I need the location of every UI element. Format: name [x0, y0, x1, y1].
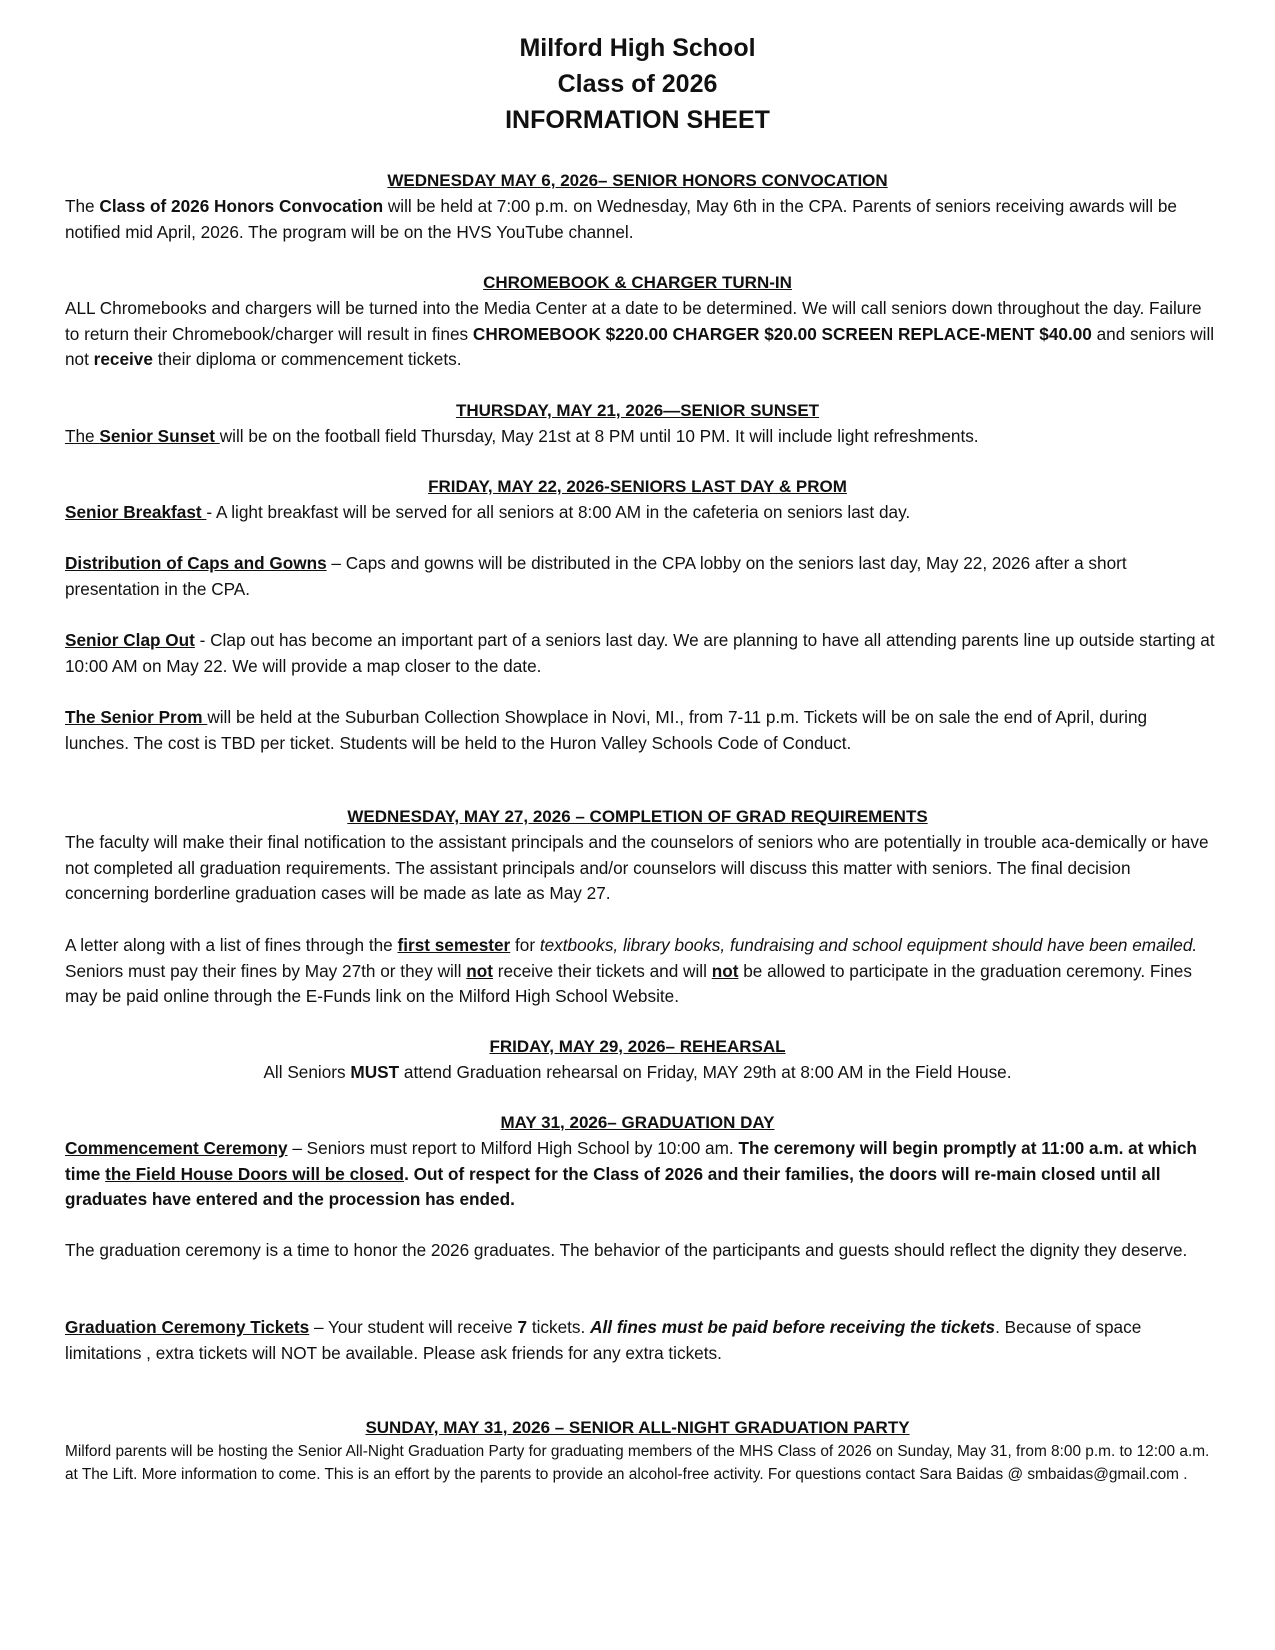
fines-paragraph: A letter along with a list of fines through the first semester for textbooks, library books, fundraising and school equipment should have been emailed. Seniors must pay their fines by May 27th or they will not receive their tickets and will not be allowed to participate in the graduation ceremony. Fines may be paid online through the E-Funds link on the Milford High School Website.	[65, 935, 1198, 1006]
ceremony-behavior-paragraph: The graduation ceremony is a time to honor the 2026 graduates. The behavior of the participants and guests should reflect the dignity they deserve.	[65, 1240, 1188, 1260]
rehearsal-paragraph: All Seniors MUST attend Graduation rehearsal on Friday, MAY 29th at 8:00 AM in the Field House.	[263, 1062, 1012, 1082]
class-year: Class of 2026	[557, 70, 718, 98]
last-day-prom-heading: FRIDAY, MAY 22, 2026-SENIORS LAST DAY & PROM	[428, 477, 847, 496]
grad-requirements-heading: WEDNESDAY, MAY 27, 2026 – COMPLETION OF GRAD REQUIREMENTS	[347, 807, 928, 826]
all-night-party-heading: SUNDAY, MAY 31, 2026 – SENIOR ALL-NIGHT GRADUATION PARTY	[365, 1418, 910, 1437]
grad-requirements-paragraph: The faculty will make their final notification to the assistant principals and the counselors of seniors who are potentially in trouble aca-demically or have not completed all graduation requirements. The assistant principals and/or counselors will discuss this matter with seniors. The final decision concerning borderline graduation cases will be made as late as May 27.	[65, 832, 1209, 903]
chromebook-paragraph: ALL Chromebooks and chargers will be turned into the Media Center at a date to be determined. We will call seniors down throughout the day. Failure to return their Chromebook/charger will result in fines CHROMEBOOK $220.00 CHARGER $20.00 SCREEN REPLACE-MENT $40.00 and seniors will not receive their diploma or commencement tickets.	[65, 298, 1215, 369]
all-night-party-paragraph: Milford parents will be hosting the Senior All-Night Graduation Party for graduating members of the MHS Class of 2026 on Sunday, May 31, from 8:00 p.m. to 12:00 a.m. at The Lift. More information to come. This is an effort by the parents to provide an alcohol-free activity. For questions contact Sara Baidas @ smbaidas@gmail.com .	[65, 1443, 1210, 1483]
honors-convocation-paragraph: The Class of 2026 Honors Convocation will be held at 7:00 p.m. on Wednesday, May 6th in the CPA. Parents of seniors receiving awards will be notified mid April, 2026. The program will be on the HVS YouTube channel.	[65, 196, 1177, 242]
honors-convocation-heading: WEDNESDAY MAY 6, 2026– SENIOR HONORS CONVOCATION	[387, 171, 888, 190]
clap-out-paragraph: Senior Clap Out - Clap out has become an important part of a seniors last day. We are planning to have all attending parents line up outside starting at 10:00 AM on May 22. We will provide a map closer to the date.	[65, 630, 1215, 676]
rehearsal-heading: FRIDAY, MAY 29, 2026– REHEARSAL	[489, 1037, 786, 1056]
senior-breakfast-paragraph: Senior Breakfast - A light breakfast will be served for all seniors at 8:00 AM in the cafeteria on seniors last day.	[65, 502, 911, 522]
caps-gowns-paragraph: Distribution of Caps and Gowns – Caps and gowns will be distributed in the CPA lobby on the seniors last day, May 22, 2026 after a short presentation in the CPA.	[65, 553, 1127, 599]
sheet-title: INFORMATION SHEET	[505, 106, 770, 134]
graduation-day-heading: MAY 31, 2026– GRADUATION DAY	[500, 1113, 775, 1132]
tickets-paragraph: Graduation Ceremony Tickets – Your student will receive 7 tickets. All fines must be paid before receiving the tickets. Because of space limitations , extra tickets will NOT be available. Please ask friends for any extra tickets.	[65, 1317, 1142, 1363]
senior-sunset-heading: THURSDAY, MAY 21, 2026—SENIOR SUNSET	[455, 401, 820, 420]
prom-paragraph: The Senior Prom will be held at the Suburban Collection Showplace in Novi, MI., from 7-11 p.m. Tickets will be on sale the end of April, during lunches. The cost is TBD per ticket. Students will be held to the Huron Valley Schools Code of Conduct.	[65, 707, 1148, 753]
chromebook-heading: CHROMEBOOK & CHARGER TURN-IN	[483, 273, 792, 292]
senior-sunset-paragraph: The Senior Sunset will be on the football field Thursday, May 21st at 8 PM until 10 PM. It will include light refreshments.	[65, 426, 979, 446]
commencement-paragraph: Commencement Ceremony – Seniors must report to Milford High School by 10:00 am. The ceremony will begin promptly at 11:00 a.m. at which time the Field House Doors will be closed. Out of respect for the Class of 2026 and their families, the doors will re-main closed until all graduates have entered and the procession has ended.	[65, 1138, 1197, 1209]
school-name: Milford High School	[519, 34, 756, 62]
